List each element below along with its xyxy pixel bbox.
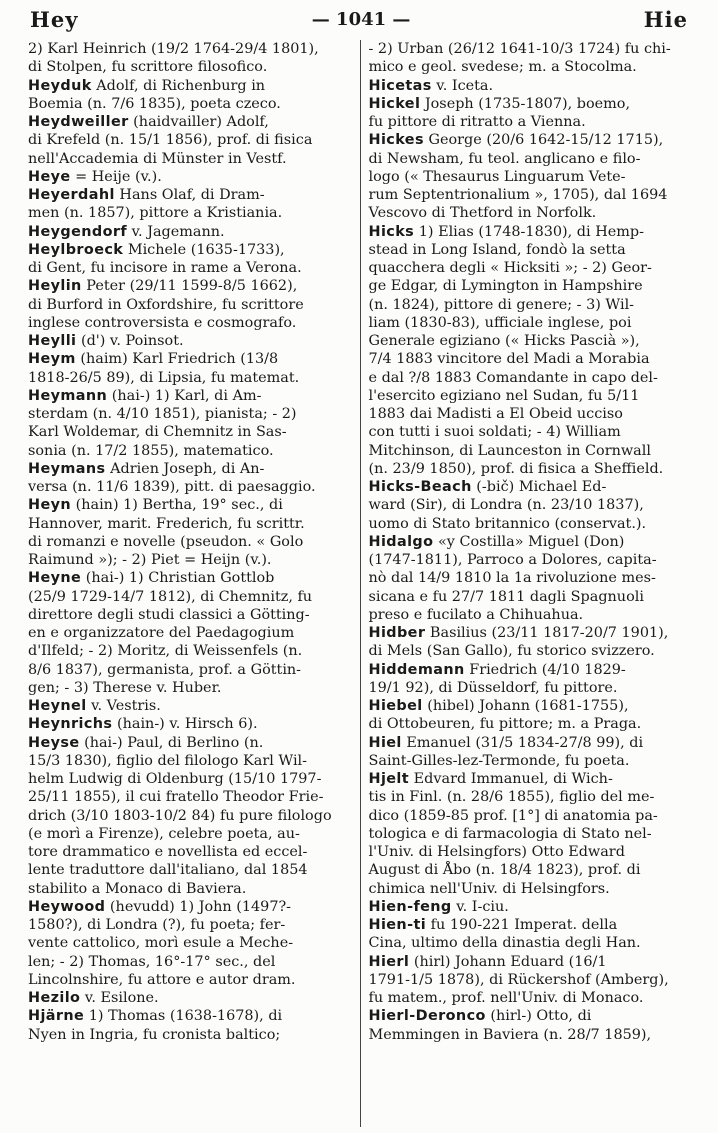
dictionary-entry xyxy=(369,533,695,624)
entry-text: (haim) Karl Friedrich (13/8 1818-26/5 89), di Lipsia, fu matemat. xyxy=(28,351,300,386)
dictionary-entry xyxy=(28,898,354,989)
dictionary-entry xyxy=(28,113,354,168)
entry-headword: Heym xyxy=(28,351,76,368)
entry-text: v. Iceta. xyxy=(431,77,494,94)
entry-text: (hai-) 1) Karl, di Am- sterdam (n. 4/10 1851), pianista; - 2) Karl Woldemar, di Chemnitz in Sas- sonia (n. 17/2 1855), matematico. xyxy=(28,387,297,459)
entry-text: (hain) 1) Bertha, 19° sec., di Hannover, marit. Frederich, fu scrittr. di romanzi e novelle (pseudon. « Golo Raimund »); - 2) Piet = Heijn (v.). xyxy=(28,497,305,568)
entry-text: v. Vestris. xyxy=(86,698,161,714)
entry-text: v. Esilone. xyxy=(80,990,159,1006)
entry-headword: Heyerdahl xyxy=(28,187,115,203)
dictionary-entry xyxy=(369,734,695,771)
entry-text: Adrien Joseph, di An- versa (n. 11/6 1839), pitt. di paesaggio. xyxy=(28,460,316,495)
entry-text: Michele (1635-1733), di Gent, fu incisore in rame a Verona. xyxy=(28,241,302,276)
entry-headword: Heylin xyxy=(28,278,82,295)
entry-headword: Hiel xyxy=(368,734,402,751)
entry-text: Joseph (1735-1807), boemo, fu pittore di ritratto a Vienna. xyxy=(368,95,631,130)
entry-text: Basilius (23/11 1817-20/7 1901), di Mels (San Gallo), fu storico svizzero. xyxy=(368,625,669,660)
entry-headword: Hidber xyxy=(368,625,426,641)
entry-headword: Hicks-Beach xyxy=(368,479,472,495)
entry-headword: Heynrichs xyxy=(28,716,113,733)
dictionary-entry xyxy=(369,770,695,898)
entry-text: «y Costilla» Miguel (Don) (1747-1811), Parroco a Dolores, capita- nò dal 14/9 1810 la 1a rivoluzione mes- sicana e fu 27/7 1811 dagli Spagnuoli preso e fucilato a Chihuahua. xyxy=(368,533,657,623)
entry-text: (hirl-) Otto, di Memmingen in Baviera (n. 28/7 1859), xyxy=(368,1008,652,1043)
entry-text: 1) Elias (1748-1830), di Hemp- stead in Long Island, fondò la setta quacchera degli « Hicksiti »; - 2) Geor- ge Edgar, di Lymington in Hampshire (n. 1824), pittore di genere; - 3) Wil- liam (1830-83), ufficiale inglese, poi Generale egiziano (« Hicks Pascià »), 7/4 1883 vincitore del Madi a Morabia e dal ?/8 1883 Comandante in capo del- l'esercito egiziano nel Sudan, fu 5/11 1883 dai Madisti a El Obeid ucciso con tutti i suoi soldati; - 4) William Mitchinson, di Launceston in Cornwall (n. 23/9 1850), prof. di fisica a Sheffield. xyxy=(368,223,664,477)
dictionary-entry xyxy=(28,332,354,350)
entry-text: = Heije (v.). xyxy=(70,168,162,185)
entry-headword: Heyse xyxy=(28,734,80,751)
dictionary-entry xyxy=(369,916,695,953)
dictionary-entry xyxy=(369,131,695,222)
dictionary-entry xyxy=(369,697,695,734)
dictionary-entry xyxy=(28,40,354,77)
dictionary-entry xyxy=(28,989,354,1007)
dictionary-entry xyxy=(369,1007,695,1044)
entry-headword: Heyduk xyxy=(28,77,92,94)
entry-text: (hai-) 1) Christian Gottlob (25/9 1729-14/7 1812), di Chemnitz, fu direttore degli studi classici a Götting- en e organizzatore del Paedagogium d'Ilfeld; - 2) Moritz, di Weissenfels (n. 8/6 1837), germanista, prof. a Göttin- gen; - 3) Therese v. Huber. xyxy=(28,570,313,696)
entry-headword: Heymans xyxy=(28,460,106,477)
entry-text: George (20/6 1642-15/12 1715), di Newsham, fu teol. anglicano e filo- logo (« Thesaurus Linguarum Vete- rum Septentrionalium », 1705), dal 1694 Vescovo di Thetford in Norfolk. xyxy=(368,132,668,222)
dictionary-entry xyxy=(28,715,354,733)
dictionary-entry xyxy=(28,350,354,387)
entry-headword: Hicetas xyxy=(368,77,432,94)
dictionary-entry xyxy=(28,387,354,460)
entry-headword: Heygendorf xyxy=(28,223,128,240)
dictionary-entry xyxy=(28,460,354,497)
page-header xyxy=(30,6,688,32)
page-number: — 1041 — xyxy=(311,8,411,30)
dictionary-entry xyxy=(369,624,695,661)
entry-headword: Hiebel xyxy=(368,698,423,714)
entry-headword: Hjärne xyxy=(28,1008,85,1025)
entry-headword: Heye xyxy=(28,168,71,185)
entry-text: (d') v. Poinsot. xyxy=(76,333,184,349)
entry-headword: Hezilo xyxy=(28,990,81,1006)
right-column xyxy=(361,40,695,1127)
entry-headword: Heydweiller xyxy=(28,114,129,130)
dictionary-entry xyxy=(28,697,354,715)
entry-headword: Hien-feng xyxy=(368,898,452,915)
entry-text: (-bič) Michael Ed- ward (Sir), di Londra (n. 23/10 1837), uomo di Stato britannico (conservat.). xyxy=(368,479,647,532)
entry-text: Edvard Immanuel, di Wich- tis in Finl. (n. 28/6 1855), figlio del me- dico (1859-85 prof. [1°] di anatomia pa- tologica e di farmacologia di Stato nel- l'Univ. di Helsingfors) Otto Edward August di Åbo (n. 18/4 1823), prof. di chimica nell'Univ. di Helsingfors. xyxy=(368,771,658,897)
entry-text: 2) Karl Heinrich (19/2 1764-29/4 1801), di Stolpen, fu scrittore filosofico. xyxy=(28,41,319,76)
entry-text: v. Jagemann. xyxy=(127,223,225,240)
entry-text: (hirl) Johann Eduard (16/1 1791-1/5 1878), di Rückershof (Amberg), fu matem., prof. nell'Univ. di Monaco. xyxy=(368,953,669,1006)
entry-headword: Hiddemann xyxy=(368,661,465,678)
entry-text: Adolf, di Richenburg in Boemia (n. 7/6 1835), poeta czeco. xyxy=(28,77,281,112)
dictionary-entry xyxy=(369,95,695,132)
dictionary-entry xyxy=(28,168,354,186)
dictionary-entry xyxy=(369,223,695,479)
entry-text: Emanuel (31/5 1834-27/8 99), di Saint-Gilles-lez-Termonde, fu poeta. xyxy=(368,734,644,769)
entry-text: (hain-) v. Hirsch 6). xyxy=(112,716,258,733)
entry-headword: Heyn xyxy=(28,497,72,514)
entry-headword: Hierl xyxy=(368,953,410,970)
entry-headword: Hicks xyxy=(368,223,415,240)
entry-text: Peter (29/11 1599-8/5 1662), di Burford in Oxfordshire, fu scrittore inglese controversista e cosmografo. xyxy=(28,278,304,331)
entry-headword: Hickes xyxy=(368,132,424,149)
header-right-guideword: Hie xyxy=(643,6,688,32)
dictionary-entry xyxy=(369,77,695,95)
entry-text: 1) Thomas (1638-1678), di Nyen in Ingria, fu cronista baltico; xyxy=(28,1008,283,1043)
entry-headword: Hjelt xyxy=(368,771,410,787)
entry-text: (hevudd) 1) John (1497?- 1580?), di Londra (?), fu poeta; fer- vente cattolico, morì esule a Meche- len; - 2) Thomas, 16°-17° sec., del Lincolnshire, fu attore e autor dram. xyxy=(28,898,296,988)
entry-headword: Heylli xyxy=(28,333,77,349)
dictionary-entry xyxy=(369,40,695,77)
dictionary-entry xyxy=(28,1007,354,1044)
dictionary-entry xyxy=(28,241,354,278)
entry-headword: Heymann xyxy=(28,387,108,404)
dictionary-entry xyxy=(369,898,695,916)
entry-text: (hai-) Paul, di Berlino (n. 15/3 1830), figlio del filologo Karl Wil- helm Ludwig di Oldenburg (15/10 1797- 25/11 1855), il cui fratello Theodor Frie- drich (3/10 1803-10/2 84) fu pure filologo (e morì a Firenze), celebre poeta, au- tore drammatico e novellista ed eccel- lente traduttore dall'italiano, dal 1854 stabilito a Monaco di Baviera. xyxy=(28,734,332,897)
entry-headword: Hierl-Deronco xyxy=(368,1008,486,1025)
left-column xyxy=(28,40,361,1127)
dictionary-entry xyxy=(369,478,695,533)
entry-headword: Hidalgo xyxy=(368,533,434,550)
dictionary-entry xyxy=(28,277,354,332)
entry-headword: Heylbroeck xyxy=(28,241,124,258)
entry-text: (hibel) Johann (1681-1755), di Ottobeuren, fu pittore; m. a Praga. xyxy=(368,698,642,733)
dictionary-entry xyxy=(28,569,354,697)
entry-text: Hans Olaf, di Dram- men (n. 1857), pittore a Kristiania. xyxy=(28,187,283,222)
entry-headword: Heywood xyxy=(28,898,106,915)
entry-text: fu 190-221 Imperat. della Cina, ultimo della dinastia degli Han. xyxy=(368,917,641,952)
entry-text: (haidvailler) Adolf, di Krefeld (n. 15/1 1856), prof. di fisica nell'Accademia di Münster in Vestf. xyxy=(28,114,313,167)
entry-text: - 2) Urban (26/12 1641-10/3 1724) fu chi- mico e geol. svedese; m. a Stocolma. xyxy=(368,41,671,76)
entry-headword: Hien-ti xyxy=(368,917,427,933)
dictionary-entry xyxy=(28,77,354,114)
entry-headword: Heynel xyxy=(28,698,87,714)
dictionary-entry xyxy=(28,734,354,898)
header-left-guideword: Hey xyxy=(30,6,79,32)
dictionary-entry xyxy=(28,186,354,223)
entry-headword: Hickel xyxy=(368,95,421,112)
entry-headword: Heyne xyxy=(28,570,82,587)
dictionary-entry xyxy=(369,953,695,1008)
entry-text: v. I-ciu. xyxy=(451,898,509,915)
dictionary-entry xyxy=(369,661,695,698)
dictionary-entry xyxy=(28,496,354,569)
entry-text: Friedrich (4/10 1829- 19/1 92), di Düsseldorf, fu pittore. xyxy=(368,661,626,696)
dictionary-entry xyxy=(28,223,354,241)
